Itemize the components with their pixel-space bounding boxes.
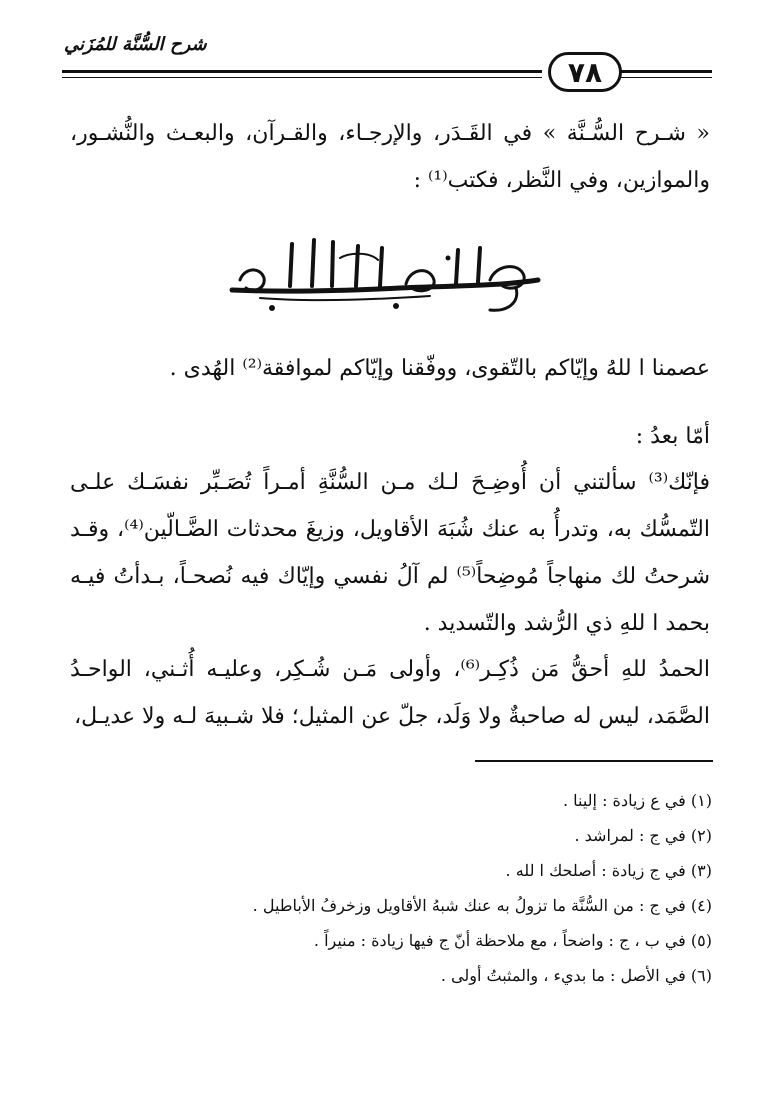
footnote: (٦) في الأصل : ما بديء ، والمثبتُ أولى . <box>440 966 712 985</box>
footnote: (٢) في ج : لمراشد . <box>574 826 712 845</box>
paragraph-4: الحمدُ للهِ أحقُّ مَن ذُكِـر⁽⁶⁾، وأولى مَـن شُـكِر، وعليـه أُثـني، الواحـدُ الصَّمَد، ليس له صاحبةٌ ولا وَلَد، جلّ عن المثيل؛ فلا شـبيهَ لـه ولا عديـل، <box>70 657 711 729</box>
header-rule-thin <box>62 77 542 78</box>
page-number-badge <box>548 52 622 92</box>
paragraph-1: عصمنا ا للهُ وإيّاكم بالتّقوى، ووفّقنا وإيّاكم لموافقة⁽²⁾ الهُدى . <box>169 356 710 381</box>
header-rule-right <box>620 70 712 73</box>
bismillah-calligraphy <box>220 228 550 318</box>
footnote-separator <box>475 760 713 762</box>
footnote: (١) في ع زيادة : إلينا . <box>562 791 712 810</box>
intro-paragraph: « شـرح السُّـنَّة » في القَـدَر، والإرجـاء، والقـرآن، والبعـث والنُّشـور، والموازين، وفي النَّظر، فكتب⁽¹⁾ : <box>70 121 710 193</box>
header-rule-right-thin <box>620 77 712 78</box>
page-number: ٧٨ <box>567 55 603 89</box>
running-title: شرح السُّنَّة للمُزَني <box>64 34 207 55</box>
footnotes-list <box>120 783 712 993</box>
header-rule <box>62 70 542 73</box>
page-header <box>0 0 767 110</box>
paragraph-2: أمّا بعدُ : <box>635 424 710 449</box>
footnote: (٤) في ج : من السُّنَّة ما تزولُ به عنك شبهُ الأقاويل وزخرفُ الأباطيل . <box>252 896 712 915</box>
paragraph-3: فإنّك⁽³⁾ سألتني أن أُوضِـحَ لـك مـن السُّنَّةِ أمـراً تُصَـبِّر نفسَـك علـى التّمسُّك به، وتدرأُ به عنك شُبَهَ الأقاويل، وزيغَ محدثات الضَّـالّين⁽⁴⁾، وقـد شرحتُ لك منهاجاً مُوضِحاً⁽⁵⁾ لم آلُ نفسي وإيّاك فيه نُصحـاً، بـدأتُ فيـه بحمد ا للهِ ذي الرُّشد والتّسديد . <box>70 470 710 636</box>
footnote: (٥) في ب ، ج : واضحاً ، مع ملاحظة أنّ ج فيها زيادة : منيراً . <box>313 931 712 950</box>
footnote: (٣) في ج زيادة : أصلحك ا لله . <box>505 861 712 880</box>
